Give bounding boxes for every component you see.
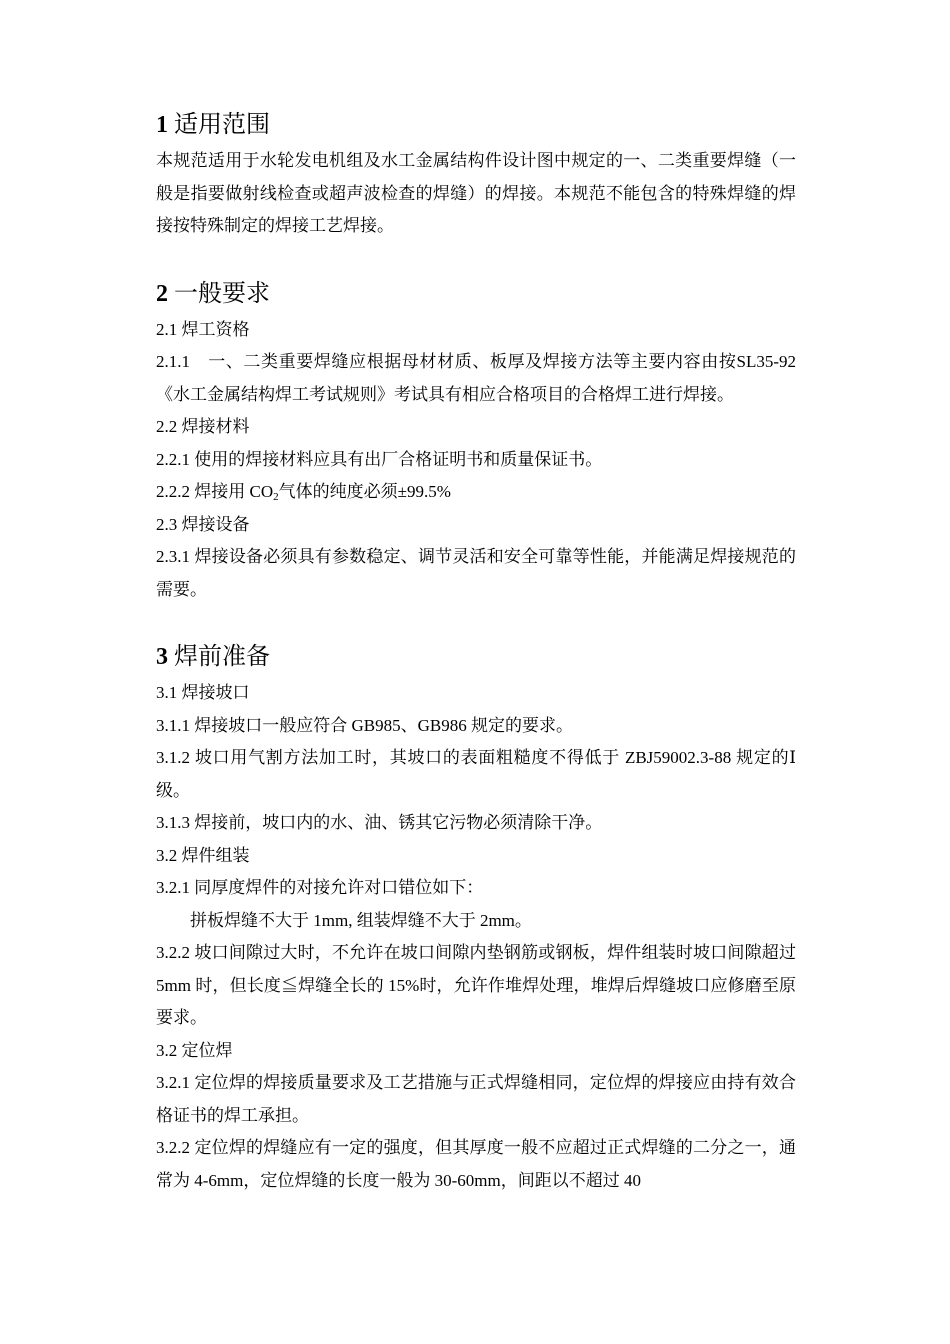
subheading: 3.2 焊件组装: [156, 845, 250, 865]
document-body: [156, 108, 796, 1197]
section-number: 1: [156, 112, 168, 138]
section-heading-3: [156, 640, 796, 674]
co2-text-after: 气体的纯度必须±99.5%: [278, 482, 451, 501]
paragraph: 3.2.2 坡口间隙过大时，不允许在坡口间隙内垫钢筋或钢板，焊件组装时坡口间隙超过 5mm 时，但长度≦焊缝全长的 15%时，允许作堆焊处理，堆焊后焊缝坡口应修磨至原要求。: [156, 943, 796, 1027]
paragraph: 3.2.2 定位焊的焊缝应有一定的强度，但其厚度一般不应超过正式焊缝的二分之一，通常为 4-6mm，定位焊缝的长度一般为 30-60mm，间距以不超过 40: [156, 1138, 796, 1190]
section-number: 2: [156, 280, 168, 307]
subheading: 3.2 定位焊: [156, 1040, 233, 1060]
section-title: 适用范围: [174, 112, 270, 138]
section-heading-1: [156, 108, 796, 142]
section-heading-2: [156, 277, 796, 311]
section-title: 焊前准备: [174, 644, 270, 670]
subheading: 2.3 焊接设备: [156, 514, 250, 534]
paragraph: 3.2.1 定位焊的焊接质量要求及工艺措施与正式焊缝相同，定位焊的焊接应由持有效合格证书的焊工承担。: [156, 1073, 796, 1125]
paragraph: 3.2.1 同厚度焊件的对接允许对口错位如下：: [156, 878, 484, 897]
indented-paragraph: 拼板焊缝不大于 1mm, 组装焊缝不大于 2mm。: [190, 910, 532, 930]
paragraph: 本规范适用于水轮发电机组及水工金属结构件设计图中规定的一、二类重要焊缝（一般是指要做射线检查或超声波检查的焊缝）的焊接。本规范不能包含的特殊焊缝的焊接按特殊制定的焊接工艺焊接。: [156, 151, 796, 235]
subheading: 2.2 焊接材料: [156, 417, 250, 436]
paragraph: 2.1.1 一、二类重要焊缝应根据母材材质、板厚及焊接方法等主要内容由按SL35-92《水工金属结构焊工考试规则》考试具有相应合格项目的合格焊工进行焊接。: [156, 352, 796, 404]
subheading: 3.1 焊接坡口: [156, 683, 250, 702]
section-title: 一般要求: [174, 280, 270, 307]
subheading: 2.1 焊工资格: [156, 319, 250, 339]
paragraph: 2.2.1 使用的焊接材料应具有出厂合格证明书和质量保证书。: [156, 449, 603, 469]
paragraph: 3.1.1 焊接坡口一般应符合 GB985、GB986 规定的要求。: [156, 715, 573, 735]
paragraph: 2.3.1 焊接设备必须具有参数稳定、调节灵活和安全可靠等性能，并能满足焊接规范的需要。: [156, 547, 796, 599]
section-number: 3: [156, 644, 168, 670]
co2-text-before: 2.2.2 焊接用 CO: [156, 482, 274, 501]
paragraph: 3.1.2 坡口用气割方法加工时，其坡口的表面粗糙度不得低于 ZBJ59002.3-88 规定的Ⅰ级。: [156, 748, 796, 800]
co2-subscript: 2: [273, 491, 279, 503]
paragraph-co2: [156, 476, 796, 509]
paragraph: 3.1.3 焊接前，坡口内的水、油、锈其它污物必须清除干净。: [156, 813, 603, 832]
